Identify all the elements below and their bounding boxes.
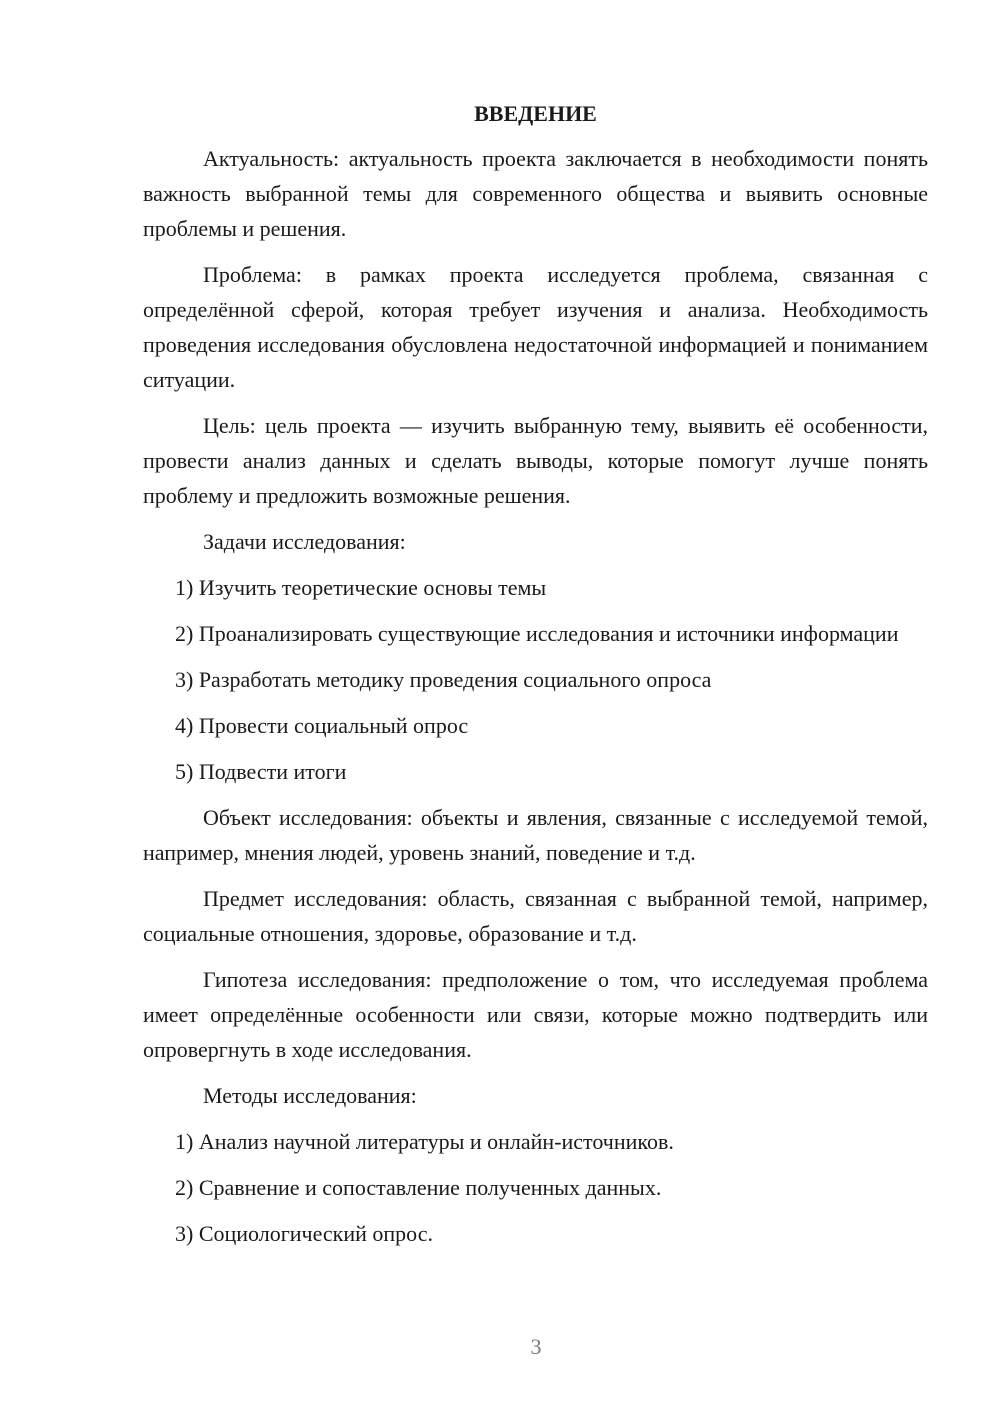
task-item: 1) Изучить теоретические основы темы — [175, 575, 547, 600]
task-item: 5) Подвести итоги — [175, 759, 347, 784]
paragraph-methods-heading: Методы исследования: — [203, 1083, 417, 1108]
method-item: 3) Социологический опрос. — [175, 1221, 433, 1246]
paragraph-relevance: Актуальность: актуальность проекта заключается в необходимости понять важность выбранной темы для современного общества и выявить основные проблемы и решения. — [143, 146, 928, 241]
task-item: 4) Провести социальный опрос — [175, 713, 469, 738]
page-number: 3 — [530, 1334, 542, 1359]
task-item: 3) Разработать методику проведения социального опроса — [175, 667, 712, 692]
task-item: 2) Проанализировать существующие исследования и источники информации — [175, 621, 899, 646]
page-content — [143, 96, 928, 1262]
paragraph-subject: Предмет исследования: область, связанная с выбранной темой, например, социальные отношения, здоровье, образование и т.д. — [143, 886, 928, 946]
method-item: 1) Анализ научной литературы и онлайн-источников. — [175, 1129, 674, 1154]
paragraph-goal: Цель: цель проекта — изучить выбранную тему, выявить её особенности, провести анализ данных и сделать выводы, которые помогут лучше понять проблему и предложить возможные решения. — [143, 413, 928, 508]
paragraph-tasks-heading: Задачи исследования: — [203, 529, 406, 554]
method-item: 2) Сравнение и сопоставление полученных данных. — [175, 1175, 662, 1200]
paragraph-object: Объект исследования: объекты и явления, связанные с исследуемой темой, например, мнения людей, уровень знаний, поведение и т.д. — [143, 805, 928, 865]
section-heading: ВВЕДЕНИЕ — [474, 101, 597, 126]
paragraph-problem: Проблема: в рамках проекта исследуется проблема, связанная с определённой сферой, которая требует изучения и анализа. Необходимость проведения исследования обусловлена недостаточной информацией и пониманием ситуации. — [143, 262, 928, 392]
paragraph-hypothesis: Гипотеза исследования: предположение о том, что исследуемая проблема имеет определённые особенности или связи, которые можно подтвердить или опровергнуть в ходе исследования. — [143, 967, 928, 1062]
